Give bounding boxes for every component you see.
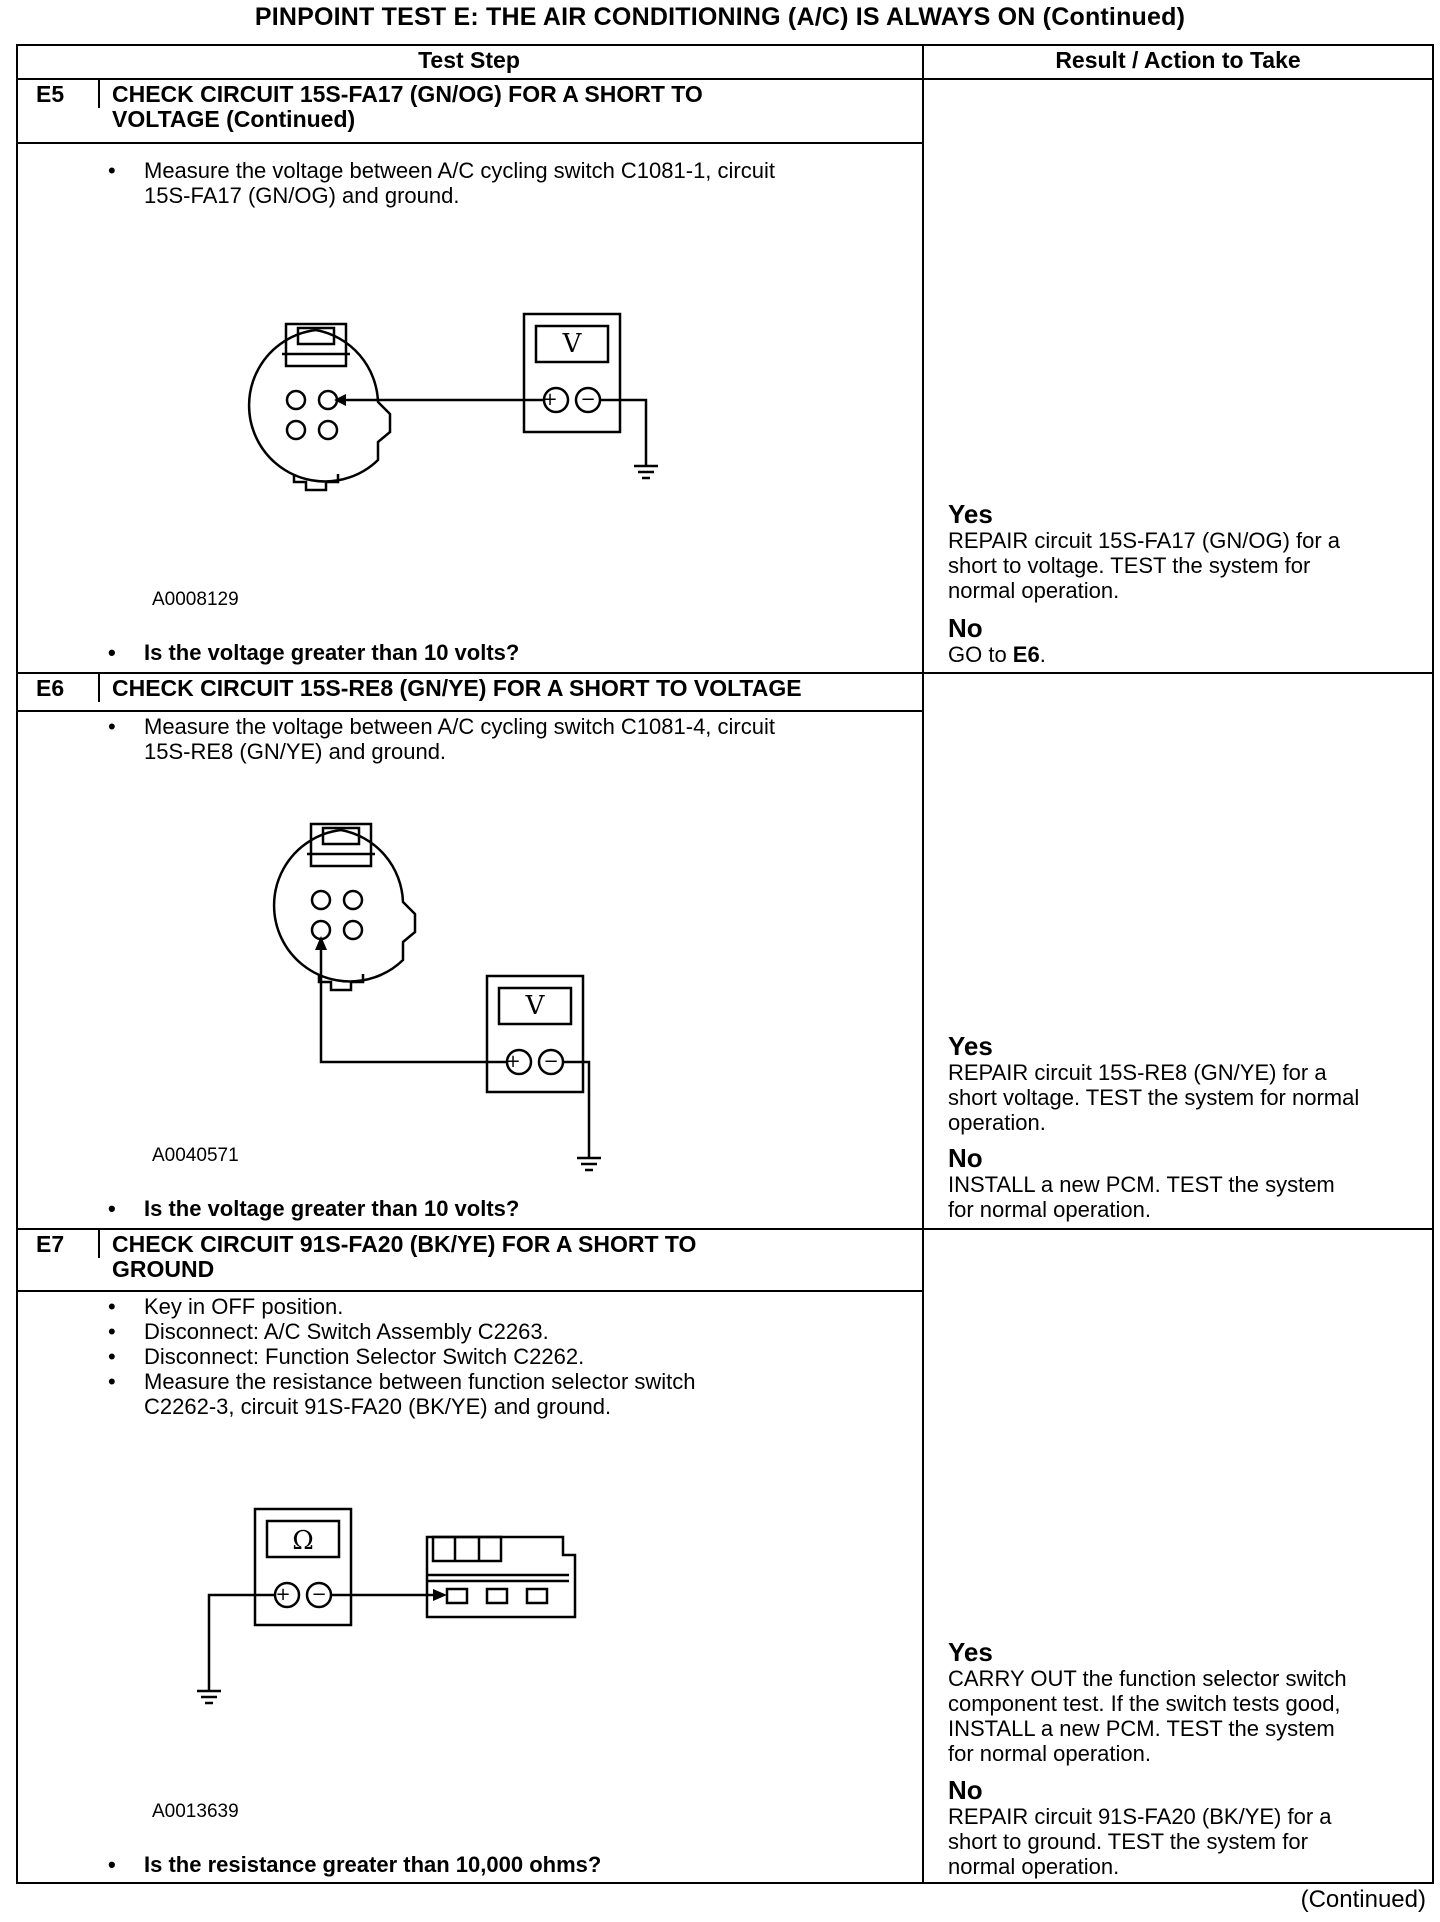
e5-row-rule [16,672,1434,674]
id-divider-e7 [98,1230,100,1258]
svg-text:V: V [562,329,582,359]
step-id: E5 [36,81,65,107]
figure-id: A0040571 [152,1145,239,1166]
question-bullet: • Is the voltage greater than 10 volts? [108,640,520,665]
table-border-right [1432,44,1434,1884]
svg-text:−: − [580,389,596,410]
figure-id: A0013639 [152,1801,239,1822]
pin-3 [287,421,305,439]
e6-row-rule [16,1228,1434,1230]
svg-text:Ω: Ω [292,1526,314,1556]
result-yes: Yes REPAIR circuit 15S-FA17 (GN/OG) for a short to voltage. TEST the system for normal operation. [948,499,1341,603]
step-id: E7 [36,1231,65,1257]
pin-3 [447,1589,467,1603]
instruction-bullet: • Disconnect: A/C Switch Assembly C2263. [108,1319,549,1344]
pin-1 [344,891,362,909]
svg-text:−: − [311,1584,327,1605]
result-no: No REPAIR circuit 91S-FA20 (BK/YE) for a short to ground. TEST the system for normal operation. [948,1775,1332,1879]
id-divider-e6 [98,674,100,702]
result-no: No GO to E6. [948,613,1046,667]
result-yes: Yes CARRY OUT the function selector switch component test. If the switch tests good, INSTALL a new PCM. TEST the system for normal operation. [948,1637,1347,1766]
e6-title-rule [16,710,924,712]
figure-id: A0008129 [152,589,239,610]
table-border-top [16,44,1434,46]
e7-ohmmeter-diagram [191,1509,651,1729]
step-title: CHECK CIRCUIT 15S-FA17 (GN/OG) FOR A SHORT TO VOLTAGE (Continued) [112,81,703,132]
step-title: CHECK CIRCUIT 91S-FA20 (BK/YE) FOR A SHORT TO GROUND [112,1231,697,1282]
header-test-step: Test Step [418,47,520,73]
page-title: PINPOINT TEST E: THE AIR CONDITIONING (A/C) IS ALWAYS ON (Continued) [254,3,1186,31]
question-bullet: • Is the resistance greater than 10,000 ohms? [108,1852,602,1877]
instruction-bullet: • Measure the voltage between A/C cycling switch C1081-1, circuit 15S-FA17 (GN/OG) and ground. [108,158,775,208]
e6-voltmeter-diagram [271,824,611,1124]
svg-text:+: + [275,1584,291,1605]
header-rule [16,78,1434,80]
pin-2 [287,391,305,409]
ground-lead [563,1062,589,1158]
pin-4 [312,891,330,909]
instruction-bullet: • Measure the voltage between A/C cycling switch C1081-4, circuit 15S-RE8 (GN/YE) and ground. [108,714,775,764]
pin-4 [319,421,337,439]
step-title: CHECK CIRCUIT 15S-RE8 (GN/YE) FOR A SHORT TO VOLTAGE [112,675,802,701]
header-result: Result / Action to Take [1055,47,1301,73]
pinpoint-test-table [16,44,1434,1884]
result-yes: Yes REPAIR circuit 15S-RE8 (GN/YE) for a short voltage. TEST the system for normal operation. [948,1031,1360,1135]
e5-title-rule [16,142,924,144]
instruction-bullet: • Disconnect: Function Selector Switch C2262. [108,1344,585,1369]
pin-1 [527,1589,547,1603]
instruction-bullet: • Measure the resistance between function selector switch C2262-3, circuit 91S-FA20 (BK/YE) and ground. [108,1369,696,1419]
instruction-bullet: • Key in OFF position. [108,1294,344,1319]
question-bullet: • Is the voltage greater than 10 volts? [108,1196,520,1221]
ground-lead [209,1595,275,1691]
probe-lead [321,940,507,1062]
svg-text:V: V [525,991,545,1021]
e7-title-rule [16,1290,924,1292]
step-id: E6 [36,675,65,701]
svg-text:+: + [505,1051,521,1072]
e5-voltmeter-diagram [246,314,666,514]
svg-text:+: + [542,389,558,410]
pin-2 [344,921,362,939]
pin-2 [487,1589,507,1603]
table-border-bottom [16,1882,1434,1884]
goto-step-link[interactable]: E6 [1012,642,1040,667]
column-divider [922,44,924,1884]
continued-note: (Continued) [1300,1886,1426,1913]
id-divider-e5 [98,80,100,108]
svg-text:−: − [543,1051,559,1072]
table-border-left [16,44,18,1884]
result-no: No INSTALL a new PCM. TEST the system for normal operation. [948,1143,1335,1222]
